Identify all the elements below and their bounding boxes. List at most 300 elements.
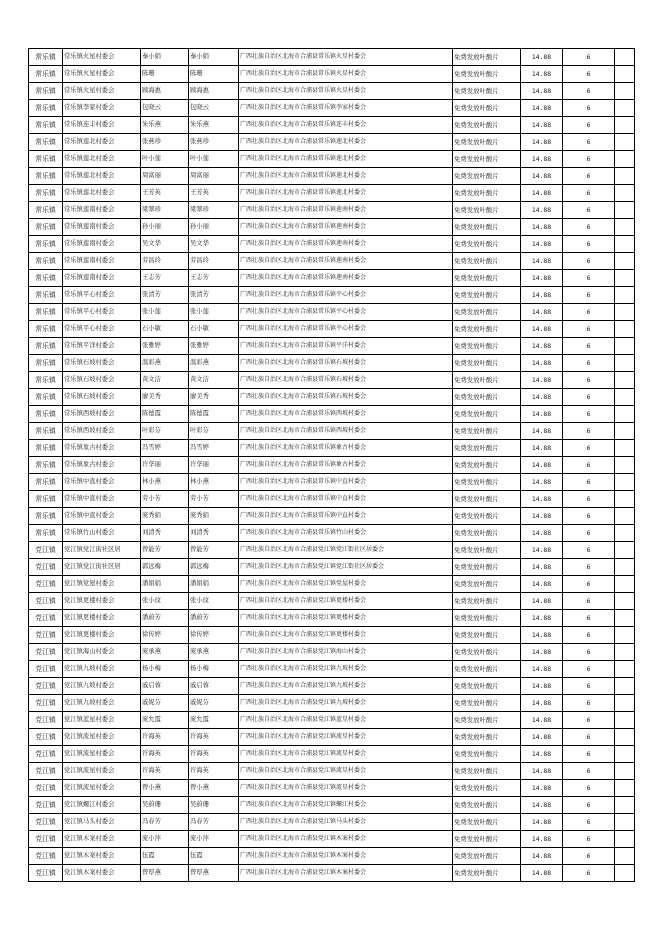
quantity-cell: 6 [563,865,615,882]
address-cell: 广西壮族自治区北海市合浦县党江镇更楼村委会 [239,610,453,627]
recipient-cell: 庞允霞 [189,712,239,729]
remark-cell [615,423,635,440]
village-cell: 常乐镇石坡村委会 [63,355,141,372]
name-cell: 吴文华 [141,236,189,253]
remark-cell [615,236,635,253]
amount-cell: 14.88 [521,763,563,780]
village-cell: 党江镇木案村委会 [63,848,141,865]
village-cell: 党江镇更楼村委会 [63,627,141,644]
quantity-cell: 6 [563,253,615,270]
table-row [29,865,635,882]
name-cell: 冯春芳 [141,814,189,831]
item-cell: 免费发放叶酸片 [453,729,521,746]
table-row [29,491,635,508]
town-cell: 常乐镇 [29,372,63,389]
quantity-cell: 6 [563,66,615,83]
name-cell: 林小燕 [141,474,189,491]
name-cell: 朱乐燕 [141,117,189,134]
quantity-cell: 6 [563,219,615,236]
address-cell: 广西壮族自治区北海市合浦县党江镇木案村委会 [239,848,453,865]
village-cell: 党江镇九坡村委会 [63,695,141,712]
address-cell: 广西壮族自治区北海市合浦县常乐镇西坡村委会 [239,423,453,440]
address-cell: 广西壮族自治区北海市合浦县党江镇海山村委会 [239,644,453,661]
town-cell: 党江镇 [29,814,63,831]
address-cell: 广西壮族自治区北海市合浦县常乐镇西坡村委会 [239,406,453,423]
town-cell: 常乐镇 [29,134,63,151]
table-row [29,372,635,389]
recipient-cell: 包晓云 [189,100,239,117]
address-cell: 广西壮族自治区北海市合浦县常乐镇莲北村委会 [239,134,453,151]
recipient-cell: 王志芳 [189,270,239,287]
amount-cell: 14.88 [521,117,563,134]
amount-cell: 14.88 [521,542,563,559]
recipient-cell: 顾海惠 [189,83,239,100]
recipient-cell: 许海英 [189,763,239,780]
address-cell: 广西壮族自治区北海市合浦县党江镇蓝星村委会 [239,712,453,729]
item-cell: 免费发放叶酸片 [453,185,521,202]
item-cell: 免费发放叶酸片 [453,219,521,236]
town-cell: 党江镇 [29,542,63,559]
table-row [29,83,635,100]
remark-cell [615,491,635,508]
remark-cell [615,151,635,168]
item-cell: 免费发放叶酸片 [453,168,521,185]
item-cell: 免费发放叶酸片 [453,66,521,83]
village-cell: 常乐镇石坡村委会 [63,372,141,389]
item-cell: 免费发放叶酸片 [453,389,521,406]
table-row [29,576,635,593]
table-row [29,423,635,440]
quantity-cell: 6 [563,423,615,440]
address-cell: 广西壮族自治区北海市合浦县常乐镇中直村委会 [239,474,453,491]
name-cell: 许华丽 [141,457,189,474]
table-row [29,746,635,763]
name-cell: 温彩燕 [141,355,189,372]
quantity-cell: 6 [563,729,615,746]
item-cell: 免费发放叶酸片 [453,100,521,117]
village-cell: 常乐镇竹山村委会 [63,525,141,542]
address-cell: 广西壮族自治区北海市合浦县党江镇更楼村委会 [239,627,453,644]
table-row [29,338,635,355]
table-row [29,525,635,542]
village-cell: 党江镇螺江村委会 [63,797,141,814]
name-cell: 廖美秀 [141,389,189,406]
quantity-cell: 6 [563,321,615,338]
address-cell: 广西壮族自治区北海市合浦县党江镇党屋村委会 [239,576,453,593]
address-cell: 广西壮族自治区北海市合浦县常乐镇莲北村委会 [239,168,453,185]
quantity-cell: 6 [563,763,615,780]
recipient-cell: 庞承燕 [189,644,239,661]
remark-cell [615,797,635,814]
village-cell: 常乐镇平心村委会 [63,304,141,321]
amount-cell: 14.88 [521,661,563,678]
recipient-cell: 张小玟 [189,593,239,610]
quantity-cell: 6 [563,508,615,525]
remark-cell [615,338,635,355]
amount-cell: 14.88 [521,491,563,508]
address-cell: 广西壮族自治区北海市合浦县党江镇马头村委会 [239,814,453,831]
address-cell: 广西壮族自治区北海市合浦县党江镇九坡村委会 [239,678,453,695]
remark-cell [615,508,635,525]
address-cell: 广西壮族自治区北海市合浦县常乐镇莲北村委会 [239,151,453,168]
remark-cell [615,287,635,304]
name-cell: 曾厚燕 [141,865,189,882]
name-cell: 叶小莲 [141,151,189,168]
item-cell: 免费发放叶酸片 [453,355,521,372]
quantity-cell: 6 [563,559,615,576]
recipient-cell: 许华丽 [189,457,239,474]
recipient-cell: 劳昌玲 [189,253,239,270]
table-row [29,474,635,491]
recipient-cell: 徐传婷 [189,627,239,644]
town-cell: 常乐镇 [29,491,63,508]
item-cell: 免费发放叶酸片 [453,287,521,304]
quantity-cell: 6 [563,406,615,423]
recipient-cell: 庞秀娟 [189,508,239,525]
item-cell: 免费发放叶酸片 [453,559,521,576]
recipient-cell: 林小燕 [189,474,239,491]
quantity-cell: 6 [563,797,615,814]
remark-cell [615,219,635,236]
table-row [29,593,635,610]
recipient-cell: 张燕珍 [189,134,239,151]
remark-cell [615,321,635,338]
remark-cell [615,576,635,593]
village-cell: 常乐镇连丰村委会 [63,117,141,134]
quantity-cell: 6 [563,202,615,219]
table-row [29,66,635,83]
town-cell: 常乐镇 [29,100,63,117]
amount-cell: 14.88 [521,457,563,474]
address-cell: 广西壮族自治区北海市合浦县党江镇木案村委会 [239,831,453,848]
amount-cell: 14.88 [521,219,563,236]
item-cell: 免费发放叶酸片 [453,202,521,219]
item-cell: 免费发放叶酸片 [453,508,521,525]
name-cell: 徐传婷 [141,627,189,644]
quantity-cell: 6 [563,236,615,253]
quantity-cell: 6 [563,576,615,593]
village-cell: 常乐镇平心村委会 [63,287,141,304]
item-cell: 免费发放叶酸片 [453,338,521,355]
amount-cell: 14.88 [521,593,563,610]
address-cell: 广西壮族自治区北海市合浦县党江镇流星村委会 [239,780,453,797]
name-cell: 张小玟 [141,593,189,610]
amount-cell: 14.88 [521,338,563,355]
address-cell: 广西壮族自治区北海市合浦县常乐镇莲北村委会 [239,185,453,202]
village-cell: 党江镇流星村委会 [63,746,141,763]
item-cell: 免费发放叶酸片 [453,780,521,797]
address-cell: 广西壮族自治区北海市合浦县常乐镇连丰村委会 [239,117,453,134]
amount-cell: 14.88 [521,797,563,814]
town-cell: 党江镇 [29,797,63,814]
village-cell: 常乐镇火星村委会 [63,49,141,66]
remark-cell [615,746,635,763]
village-cell: 常乐镇莲南村委会 [63,270,141,287]
amount-cell: 14.88 [521,627,563,644]
town-cell: 常乐镇 [29,253,63,270]
amount-cell: 14.88 [521,695,563,712]
town-cell: 常乐镇 [29,474,63,491]
name-cell: 庞秀娟 [141,508,189,525]
town-cell: 常乐镇 [29,389,63,406]
item-cell: 免费发放叶酸片 [453,865,521,882]
data-table [28,48,635,882]
name-cell: 孙小丽 [141,219,189,236]
quantity-cell: 6 [563,831,615,848]
town-cell: 党江镇 [29,712,63,729]
name-cell: 黄文洁 [141,372,189,389]
table-row [29,814,635,831]
table-row [29,661,635,678]
address-cell: 广西壮族自治区北海市合浦县党江镇党江街社区居委会 [239,559,453,576]
amount-cell: 14.88 [521,372,563,389]
village-cell: 党江镇马头村委会 [63,814,141,831]
recipient-cell: 杨小梅 [189,661,239,678]
name-cell: 许海英 [141,763,189,780]
recipient-cell: 张清芳 [189,287,239,304]
village-cell: 党江镇党江街社区居 [63,542,141,559]
quantity-cell: 6 [563,134,615,151]
table-row [29,304,635,321]
recipient-cell: 梁翠珍 [189,202,239,219]
remark-cell [615,457,635,474]
amount-cell: 14.88 [521,83,563,100]
town-cell: 党江镇 [29,780,63,797]
item-cell: 免费发放叶酸片 [453,848,521,865]
table-row [29,729,635,746]
item-cell: 免费发放叶酸片 [453,117,521,134]
village-cell: 常乐镇中直村委会 [63,474,141,491]
remark-cell [615,168,635,185]
address-cell: 广西壮族自治区北海市合浦县常乐镇中直村委会 [239,491,453,508]
table-row [29,780,635,797]
table-row [29,712,635,729]
item-cell: 免费发放叶酸片 [453,134,521,151]
address-cell: 广西壮族自治区北海市合浦县常乐镇平洋村委会 [239,338,453,355]
remark-cell [615,49,635,66]
remark-cell [615,389,635,406]
name-cell: 潘蔚芳 [141,610,189,627]
remark-cell [615,644,635,661]
name-cell: 伍霞 [141,848,189,865]
recipient-cell: 石小敏 [189,321,239,338]
address-cell: 广西壮族自治区北海市合浦县常乐镇象古村委会 [239,440,453,457]
table-row [29,440,635,457]
item-cell: 免费发放叶酸片 [453,321,521,338]
address-cell: 广西壮族自治区北海市合浦县常乐镇石坡村委会 [239,389,453,406]
town-cell: 党江镇 [29,848,63,865]
recipient-cell: 孙小丽 [189,219,239,236]
quantity-cell: 6 [563,661,615,678]
amount-cell: 14.88 [521,814,563,831]
town-cell: 常乐镇 [29,287,63,304]
village-cell: 常乐镇莲北村委会 [63,134,141,151]
table-row [29,117,635,134]
village-cell: 常乐镇西坡村委会 [63,423,141,440]
amount-cell: 14.88 [521,746,563,763]
town-cell: 常乐镇 [29,236,63,253]
name-cell: 张雅婷 [141,338,189,355]
amount-cell: 14.88 [521,508,563,525]
remark-cell [615,185,635,202]
quantity-cell: 6 [563,695,615,712]
amount-cell: 14.88 [521,610,563,627]
recipient-cell: 陈珊 [189,66,239,83]
name-cell: 陈珊 [141,66,189,83]
town-cell: 常乐镇 [29,117,63,134]
table-row [29,559,635,576]
name-cell: 许海英 [141,746,189,763]
address-cell: 广西壮族自治区北海市合浦县常乐镇莲南村委会 [239,202,453,219]
name-cell: 劳小芳 [141,491,189,508]
amount-cell: 14.88 [521,270,563,287]
name-cell: 陈德霞 [141,406,189,423]
table-row [29,202,635,219]
amount-cell: 14.88 [521,168,563,185]
address-cell: 广西壮族自治区北海市合浦县党江镇流星村委会 [239,729,453,746]
table-row [29,695,635,712]
name-cell: 秦小娟 [141,49,189,66]
item-cell: 免费发放叶酸片 [453,474,521,491]
quantity-cell: 6 [563,814,615,831]
remark-cell [615,593,635,610]
remark-cell [615,406,635,423]
amount-cell: 14.88 [521,287,563,304]
name-cell: 冯雪婷 [141,440,189,457]
quantity-cell: 6 [563,168,615,185]
quantity-cell: 6 [563,610,615,627]
address-cell: 广西壮族自治区北海市合浦县常乐镇火星村委会 [239,83,453,100]
quantity-cell: 6 [563,338,615,355]
table-row [29,168,635,185]
quantity-cell: 6 [563,457,615,474]
recipient-cell: 刘清秀 [189,525,239,542]
table-row [29,134,635,151]
quantity-cell: 6 [563,49,615,66]
quantity-cell: 6 [563,644,615,661]
quantity-cell: 6 [563,355,615,372]
item-cell: 免费发放叶酸片 [453,270,521,287]
recipient-cell: 黄文洁 [189,372,239,389]
remark-cell [615,474,635,491]
table-row [29,457,635,474]
village-cell: 党江镇更楼村委会 [63,610,141,627]
recipient-cell: 秦小娟 [189,49,239,66]
quantity-cell: 6 [563,525,615,542]
item-cell: 免费发放叶酸片 [453,695,521,712]
remark-cell [615,372,635,389]
amount-cell: 14.88 [521,355,563,372]
name-cell: 梁翠珍 [141,202,189,219]
quantity-cell: 6 [563,100,615,117]
quantity-cell: 6 [563,627,615,644]
remark-cell [615,117,635,134]
amount-cell: 14.88 [521,66,563,83]
table-row [29,219,635,236]
amount-cell: 14.88 [521,134,563,151]
amount-cell: 14.88 [521,100,563,117]
village-cell: 常乐镇平心村委会 [63,321,141,338]
item-cell: 免费发放叶酸片 [453,610,521,627]
item-cell: 免费发放叶酸片 [453,236,521,253]
table-row [29,253,635,270]
town-cell: 党江镇 [29,576,63,593]
amount-cell: 14.88 [521,253,563,270]
address-cell: 广西壮族自治区北海市合浦县党江镇九坡村委会 [239,695,453,712]
table-row [29,644,635,661]
quantity-cell: 6 [563,185,615,202]
amount-cell: 14.88 [521,831,563,848]
recipient-cell: 朱乐燕 [189,117,239,134]
item-cell: 免费发放叶酸片 [453,763,521,780]
address-cell: 广西壮族自治区北海市合浦县常乐镇石坡村委会 [239,372,453,389]
remark-cell [615,848,635,865]
remark-cell [615,542,635,559]
remark-cell [615,202,635,219]
remark-cell [615,304,635,321]
town-cell: 党江镇 [29,746,63,763]
remark-cell [615,678,635,695]
village-cell: 党江镇九坡村委会 [63,678,141,695]
village-cell: 常乐镇火星村委会 [63,66,141,83]
remark-cell [615,83,635,100]
address-cell: 广西壮族自治区北海市合浦县党江镇流星村委会 [239,763,453,780]
address-cell: 广西壮族自治区北海市合浦县常乐镇石坡村委会 [239,355,453,372]
amount-cell: 14.88 [521,49,563,66]
item-cell: 免费发放叶酸片 [453,797,521,814]
town-cell: 常乐镇 [29,83,63,100]
name-cell: 曾能芳 [141,542,189,559]
table-row [29,185,635,202]
recipient-cell: 曾能芳 [189,542,239,559]
remark-cell [615,610,635,627]
town-cell: 党江镇 [29,763,63,780]
recipient-cell: 伍霞 [189,848,239,865]
recipient-cell: 廖美秀 [189,389,239,406]
remark-cell [615,627,635,644]
town-cell: 党江镇 [29,661,63,678]
recipient-cell: 冯春芳 [189,814,239,831]
quantity-cell: 6 [563,304,615,321]
table-row [29,678,635,695]
amount-cell: 14.88 [521,236,563,253]
item-cell: 免费发放叶酸片 [453,423,521,440]
town-cell: 党江镇 [29,865,63,882]
name-cell: 吴蔚珊 [141,797,189,814]
village-cell: 党江镇流星村委会 [63,780,141,797]
address-cell: 广西壮族自治区北海市合浦县党江镇党江街社区居委会 [239,542,453,559]
recipient-cell: 温彩燕 [189,355,239,372]
town-cell: 常乐镇 [29,66,63,83]
amount-cell: 14.88 [521,865,563,882]
table-row [29,763,635,780]
name-cell: 张清芳 [141,287,189,304]
name-cell: 张燕珍 [141,134,189,151]
quantity-cell: 6 [563,780,615,797]
town-cell: 常乐镇 [29,338,63,355]
address-cell: 广西壮族自治区北海市合浦县常乐镇莲南村委会 [239,219,453,236]
table-row [29,321,635,338]
amount-cell: 14.88 [521,848,563,865]
town-cell: 常乐镇 [29,457,63,474]
remark-cell [615,831,635,848]
table-body [29,49,635,882]
town-cell: 党江镇 [29,644,63,661]
table-row [29,270,635,287]
table-row [29,236,635,253]
remark-cell [615,66,635,83]
table-row [29,406,635,423]
